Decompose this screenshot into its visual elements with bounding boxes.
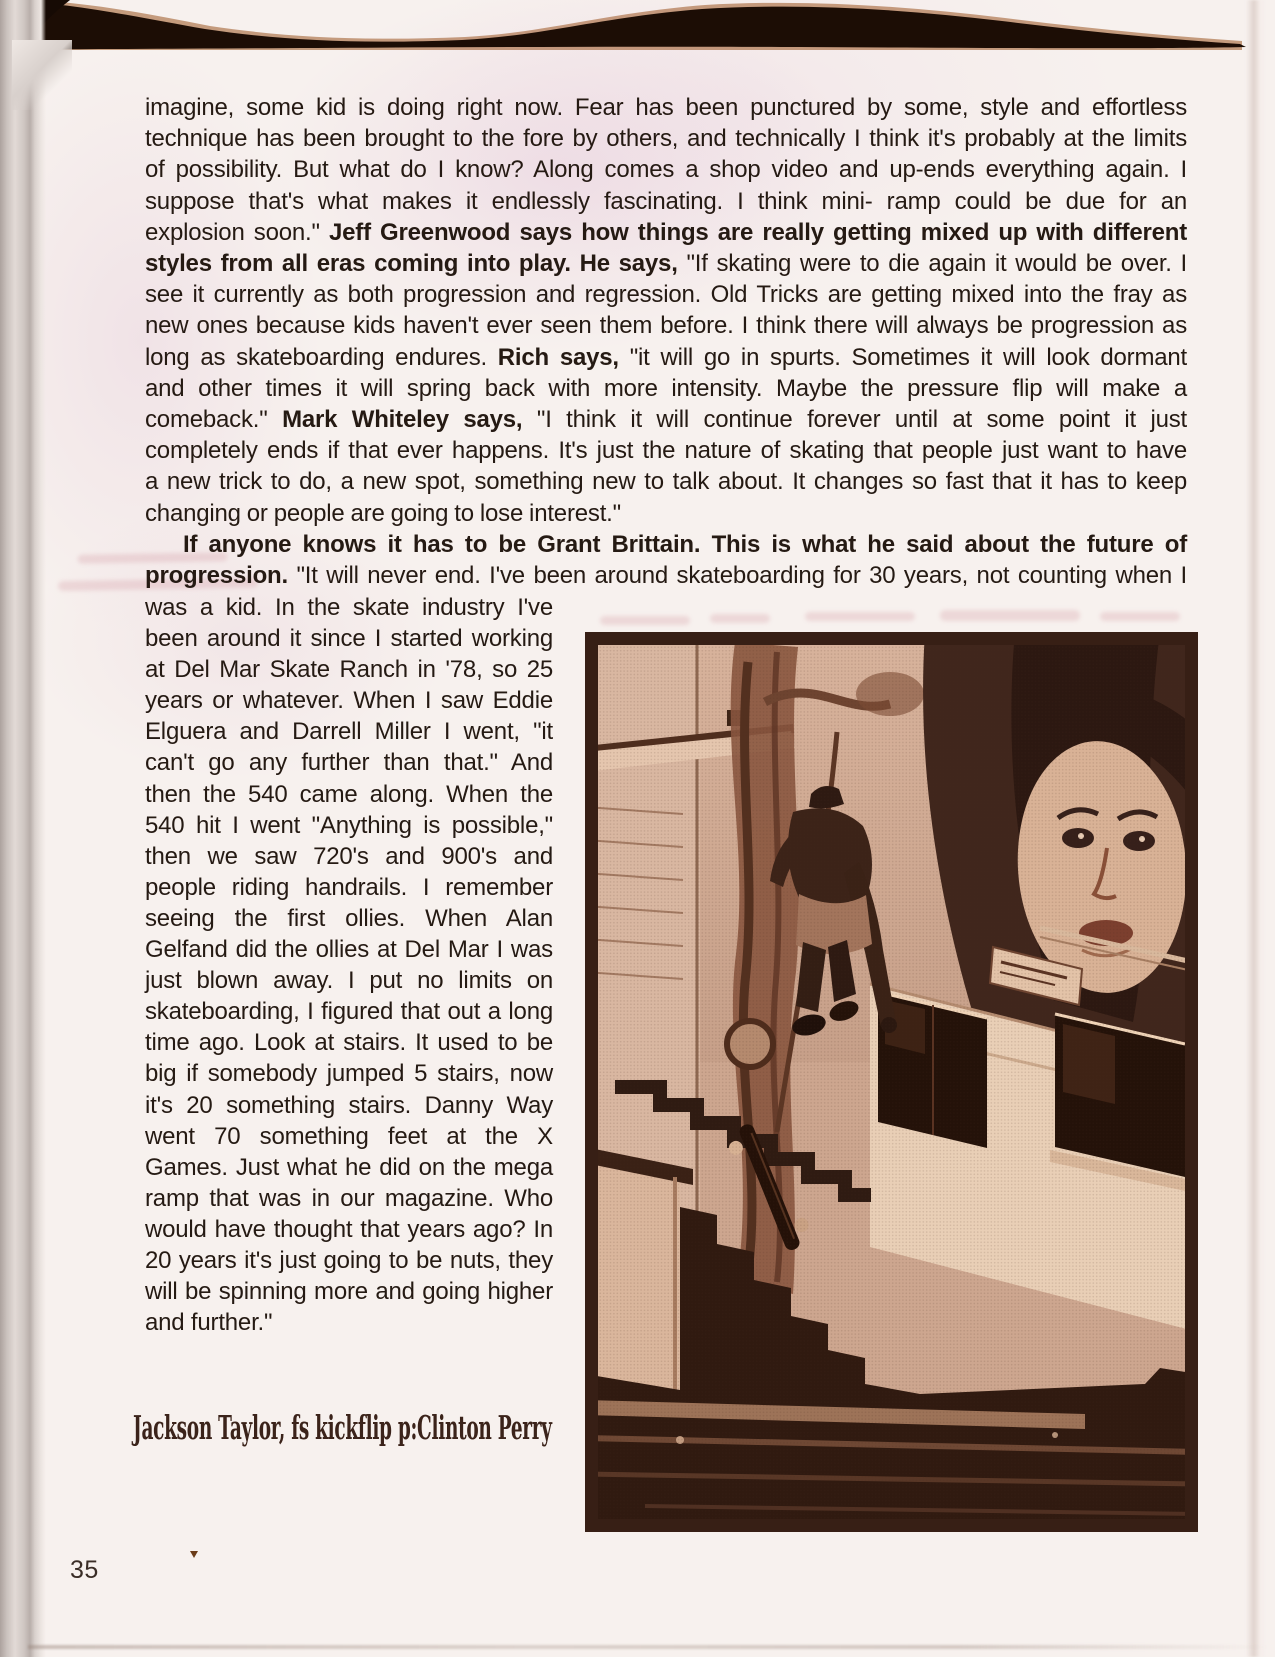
book-spine-shadow [0,0,46,1657]
text-line: been around it since I started working [145,625,553,653]
text-line: Gelfand did the ollies at Del Mar I was [145,936,553,964]
article-text-wrap-column [145,592,553,1338]
skate-photo-illustration [585,632,1198,1532]
text-line: styles from all eras coming into play. He says, "If skating were to die again it would be over. I [145,250,1187,278]
text-line: changing or people are going to lose interest." [145,499,621,527]
text-line: imagine, some kid is doing right now. Fear has been punctured by some, style and effortless [145,94,1187,121]
skate-photo [585,632,1198,1532]
top-edge-band [0,2,1246,52]
text-line: years or whatever. When I saw Eddie [145,687,553,715]
text-line: it's 20 something stairs. Danny Way [145,1091,553,1119]
text-line: new ones because kids haven't ever seen them before. I think there will always be progression as [145,312,1187,340]
text-line: a new trick to do, a new spot, something new to talk about. It changes so fast that it has to keep [145,468,1187,496]
text-line: and other times it will spring back with more intensity. Maybe the pressure flip will make a [145,374,1187,402]
article-text-full-width [145,92,1187,591]
text-line: big if somebody jumped 5 stairs, now [145,1060,553,1088]
text-line: ramp that was in our magazine. Who [145,1184,553,1212]
bleed-through-smudge [600,610,1200,632]
text-line: will be spinning more and going higher [145,1278,553,1306]
text-line: time ago. Look at stairs. It used to be [145,1029,553,1057]
text-line: 20 years it's just going to be nuts, they [145,1246,553,1274]
text-line: explosion soon." Jeff Greenwood says how things are really getting mixed up with different [145,218,1187,246]
ink-speck [190,1551,198,1558]
book-top-edge [0,0,1275,60]
text-line: skateboarding, I figured that out a long [145,998,553,1026]
text-line: long as skateboarding endures. Rich says, "it will go in spurts. Sometimes it will look dormant [145,343,1188,371]
text-line: people riding handrails. I remember [145,873,553,901]
text-line: can't go any further than that." And [145,749,553,777]
page-bottom-edge [28,1645,1268,1649]
text-line: went 70 something feet at the X [145,1122,553,1150]
page-right-edge [1246,0,1264,1657]
text-line: then the 540 came along. When the [145,780,553,808]
page-number: 35 [70,1556,99,1584]
text-line: 540 hit I went "Anything is possible," [145,811,553,839]
text-line: If anyone knows it has to be Grant Brittain. This is what he said about the future of [183,530,1187,558]
text-line: suppose that's what makes it endlessly fascinating. I think mini- ramp could be due for an [145,187,1187,215]
text-line: then we saw 720's and 900's and [145,842,553,870]
text-line: progression. "It will never end. I've been around skateboarding for 30 years, not counting when I [145,562,1187,590]
text-line: and further." [145,1309,273,1337]
text-line: see it currently as both progression and regression. Old Tricks are getting mixed into the fray as [145,281,1187,309]
text-line: would have thought that years ago? In [145,1215,553,1243]
text-line: Games. Just what he did on the mega [145,1153,553,1181]
text-line: technique has been brought to the fore by others, and technically I think it's probably at the limits [145,125,1187,153]
text-line: of possibility. But what do I know? Along comes a shop video and up-ends everything again. I [145,156,1187,184]
text-line: just blown away. I put no limits on [145,967,553,995]
text-line: completely ends if that ever happens. It's just the nature of skating that people just want to have [145,437,1187,465]
photo-caption: Jackson Taylor, fs kickflip p:Clinton Perry [133,1408,552,1447]
text-line: was a kid. In the skate industry I've [145,594,553,621]
text-line: at Del Mar Skate Ranch in '78, so 25 [145,656,553,684]
page-corner-fold [12,40,72,110]
text-line: comeback." Mark Whiteley says, "I think it will continue forever until at some point it just [145,406,1187,434]
text-line: Elguera and Darrell Miller I went, "it [145,718,553,746]
top-edge-glow [0,0,1242,50]
text-line: seeing the first ollies. When Alan [145,904,553,932]
